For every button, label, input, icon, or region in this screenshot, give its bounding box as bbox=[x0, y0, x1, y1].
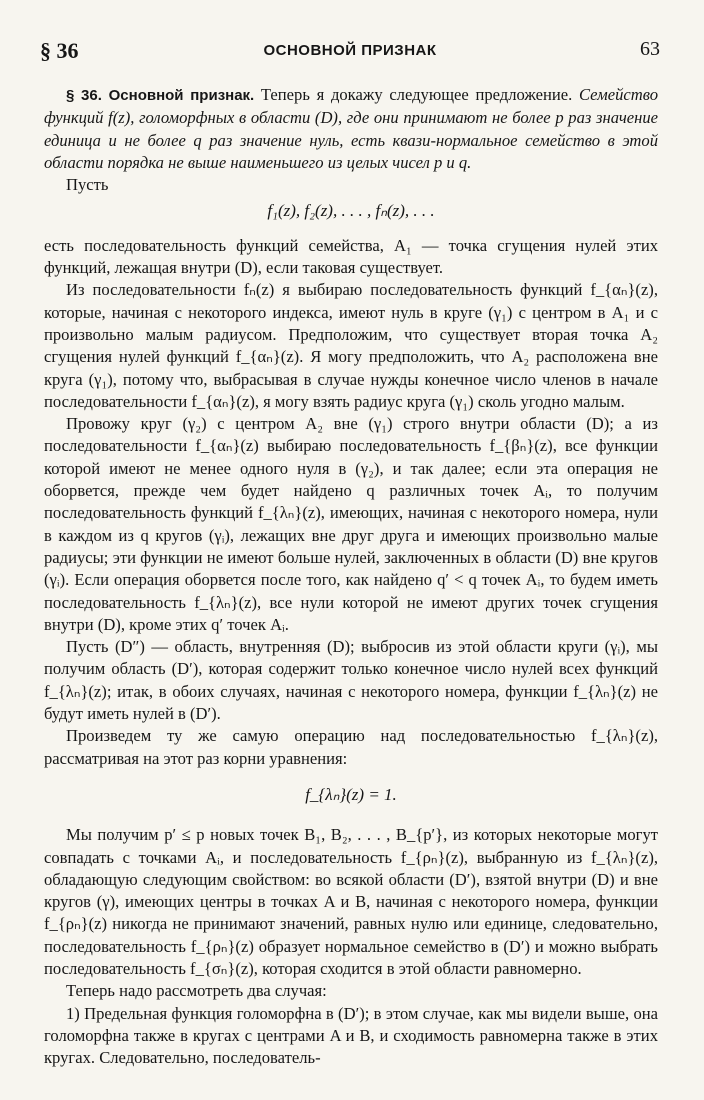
paragraph-3: Провожу круг (γ₂) с центром A₂ вне (γ₁) строго внутри области (D); а из последовательности f_{αₙ}(z) выбираю последовательность f_{βₙ}(z), все функции которой имеют не менее одного нуля в (γ₂), и так далее; если эта операция не оборвется, прежде чем будет найдено q различных точек Aᵢ, то получим последовательность функций f_{λₙ}(z), имеющих, начиная с некоторого номера, нули в каждом из q кругов (γᵢ), лежащих вне друг друга и имеющих произвольно малые радиусы; эти функции не имеют больше нулей, заключенных в области (D) вне кругов (γᵢ). Если операция оборвется после того, как найдено q′ < q точек Aᵢ, то будем иметь последовательность f_{λₙ}(z), все нули которой не имеют других точек сгущения внутри (D), кроме этих q′ точек Aᵢ. bbox=[44, 414, 658, 634]
theorem-statement: Семейство функций f(z), голоморфных в области (D), где они принимают не более p раз значение единица и не более q раз значение нуль, есть квази-нормальное семейство в этой области порядка не выше наименьшего из целых чисел p и q. bbox=[44, 85, 658, 172]
paragraph-lead: Пусть bbox=[66, 175, 109, 195]
formula-sequence: f₁(z), f₂(z), . . . , fₙ(z), . . . bbox=[267, 201, 435, 221]
page-body bbox=[44, 84, 658, 1069]
section-intro bbox=[44, 84, 658, 174]
formula-equation: f_{λₙ}(z) = 1. bbox=[305, 784, 397, 804]
paragraph-7: Теперь надо рассмотреть два случая: bbox=[66, 981, 327, 1001]
paragraph-5: Произведем ту же самую операцию над последовательностью f_{λₙ}(z), рассматривая на этот раз корни уравнения: bbox=[44, 726, 658, 768]
paragraph-8: 1) Предельная функция голоморфна в (D′); в этом случае, как мы видели выше, она голоморфна также в кругах с центрами A и B, и сходимость равномерна также в этих кругах. Следовательно, последователь- bbox=[44, 1003, 658, 1068]
paragraph-4: Пусть (D″) — область, внутренняя (D); выбросив из этой области круги (γᵢ), мы получим область (D′), которая содержит только конечное число нулей всех функций f_{λₙ}(z); итак, в обоих случаях, начиная с некоторого номера, функции f_{λₙ}(z) не будут иметь нулей в (D′). bbox=[44, 637, 658, 724]
paragraph-6: Мы получим p′ ≤ p новых точек B₁, B₂, . . . , B_{p′}, из которых некоторые могут совпадать с точками Aᵢ, и последовательность f_{ρₙ}(z), выбранную из f_{λₙ}(z), обладающую следующим свойством: во всякой области (D′), взятой внутри (D) и вне кругов (γ), имеющих центры в точках A и B, начиная с некоторого номера, функции f_{ρₙ}(z) никогда не принимают значений, равных нулю или единице, следовательно, последовательность f_{ρₙ}(z) образует нормальное семейство в (D′) и можно выбрать последовательность f_{σₙ}(z), которая сходится в этой области равномерно. bbox=[44, 825, 658, 978]
paragraph-1: есть последовательность функций семейства, A₁ — точка сгущения нулей этих функций, лежащая внутри (D), если таковая существует. bbox=[44, 235, 658, 278]
section-heading: § 36. Основной признак. bbox=[66, 87, 255, 104]
running-title: ОСНОВНОЙ ПРИЗНАК bbox=[263, 42, 437, 59]
intro-text: Теперь я докажу следующее предложение. bbox=[254, 85, 573, 104]
section-marker: § 36 bbox=[40, 38, 79, 63]
running-header bbox=[40, 38, 660, 68]
page-number: 63 bbox=[640, 38, 660, 60]
paragraph-2: Из последовательности fₙ(z) я выбираю последовательность функций f_{αₙ}(z), которые, начиная с некоторого индекса, имеют нуль в круге (γ₁) с центром в A₁ и с произвольно малым радиусом. Предположим, что существует вторая точка A₂ сгущения нулей функций f_{αₙ}(z). Я могу предположить, что A₂ расположена вне круга (γ₁), потому что, выбрасывая в случае нужды конечное число членов в начале последовательности f_{αₙ}(z), я могу взять радиус круга (γ₁) сколь угодно малым. bbox=[44, 280, 658, 411]
